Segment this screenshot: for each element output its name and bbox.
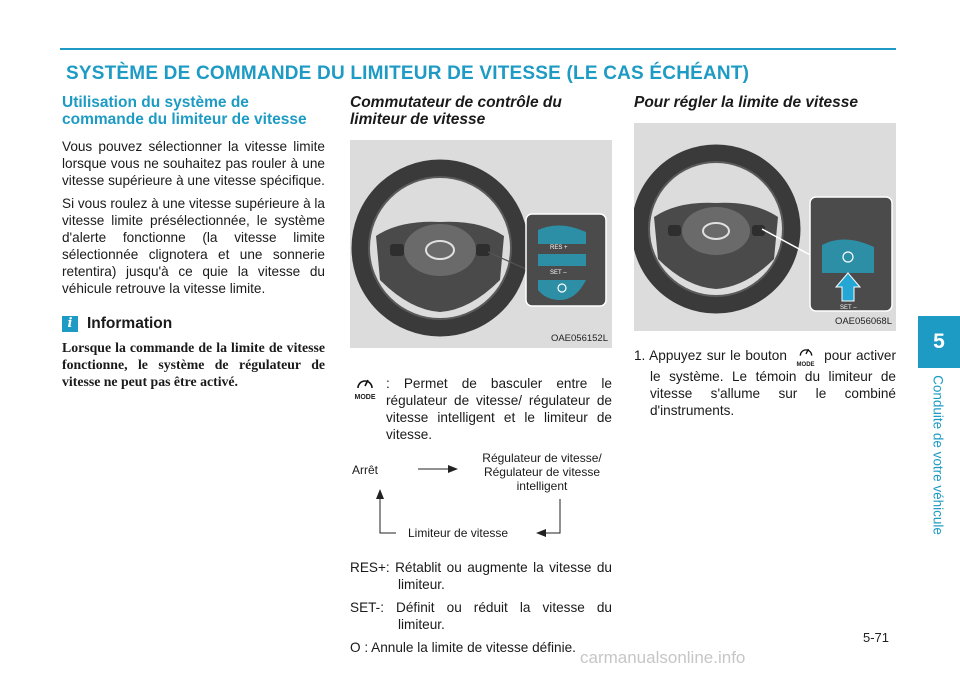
mode-icon-label: MODE — [354, 394, 376, 401]
step-1-text-b: pour activer le système. Le témoin du limiteur de vitesse s'allume sur le combiné d'instruments. — [650, 348, 897, 418]
flow-limiter: Limiteur de vitesse — [408, 526, 509, 540]
mode-inline-label: MODE — [796, 362, 815, 368]
page-number: 5-71 — [863, 630, 890, 645]
steering-wheel-illustration-2 — [634, 123, 896, 331]
steering-wheel-figure — [350, 140, 612, 348]
res-switch-label: RES + — [550, 245, 568, 251]
steering-wheel-illustration — [350, 140, 612, 348]
mode-flow-diagram — [350, 451, 612, 553]
figure-code: OAE056152L — [550, 333, 608, 344]
steering-wheel-figure-2 — [634, 123, 896, 331]
watermark: carmanualsonline.info — [580, 648, 746, 667]
flow-cruise-line-2: Régulateur de vitesse — [483, 465, 601, 479]
info-icon: i — [62, 316, 78, 332]
set-switch-label-2: SET – — [840, 305, 857, 311]
definition-set: SET-: Définit ou réduit la vitesse du limiteur. — [350, 600, 612, 632]
speedometer-icon — [356, 375, 374, 391]
step-1 — [634, 345, 896, 419]
page-title: SYSTÈME DE COMMANDE DU LIMITEUR DE VITESSE (LE CAS ÉCHÉANT) — [66, 63, 750, 84]
mode-icon-inline — [792, 345, 820, 368]
info-header — [62, 315, 325, 333]
set-switch-label: SET – — [550, 270, 567, 276]
flow-cruise-line-3: intelligent — [516, 479, 568, 493]
info-text: Lorsque la commande de la limite de vitesse fonctionne, le système de régulateur de vitesse ne peut pas être activé. — [62, 340, 325, 389]
switch-heading: Commutateur de contrôle du limiteur de vitesse — [350, 94, 562, 128]
figure-code-2: OAE056068L — [834, 316, 892, 327]
step-1-text-a: 1. Appuyez sur le bouton — [634, 348, 787, 364]
set-limit-heading: Pour régler la limite de vitesse — [634, 94, 858, 111]
switch-definitions — [350, 559, 612, 656]
chapter-tab: 5 — [918, 316, 960, 368]
column-usage — [62, 94, 325, 390]
usage-paragraph-1: Vous pouvez sélectionner la vitesse limite lorsque vous ne souhaitez pas rouler à une vitesse supérieure à une vitesse spécifique. — [62, 139, 325, 188]
column-set-limit — [634, 94, 896, 419]
definition-cancel: O : Annule la limite de vitesse définie. — [350, 640, 576, 655]
flow-stop: Arrêt — [352, 463, 379, 477]
flow-cruise-line-1: Régulateur de vitesse/ — [482, 451, 602, 465]
column-switch — [350, 94, 612, 662]
definition-res: RES+: Rétablit ou augmente la vitesse du limiteur. — [350, 560, 612, 592]
chapter-label: Conduite de votre véhicule — [930, 375, 946, 535]
mode-icon — [350, 375, 380, 401]
info-title: Information — [87, 315, 173, 332]
header-rule — [60, 48, 896, 50]
mode-description — [350, 375, 612, 443]
speedometer-icon-inline — [798, 345, 814, 358]
usage-heading: Utilisation du système de commande du limiteur de vitesse — [62, 94, 307, 128]
mode-text: : Permet de basculer entre le régulateur de vitesse/ régulateur de vitesse intelligent et le limiteur de vitesse. — [386, 376, 612, 442]
usage-paragraph-2: Si vous roulez à une vitesse supérieure à la vitesse limite présélectionnée, le système d'alerte fonctionne (la vitesse limite sélectionnée clignotera et une sonnerie retentira) jusqu'à ce quie la vitesse du véhicule retrouve la vitesse limite. — [62, 196, 325, 296]
